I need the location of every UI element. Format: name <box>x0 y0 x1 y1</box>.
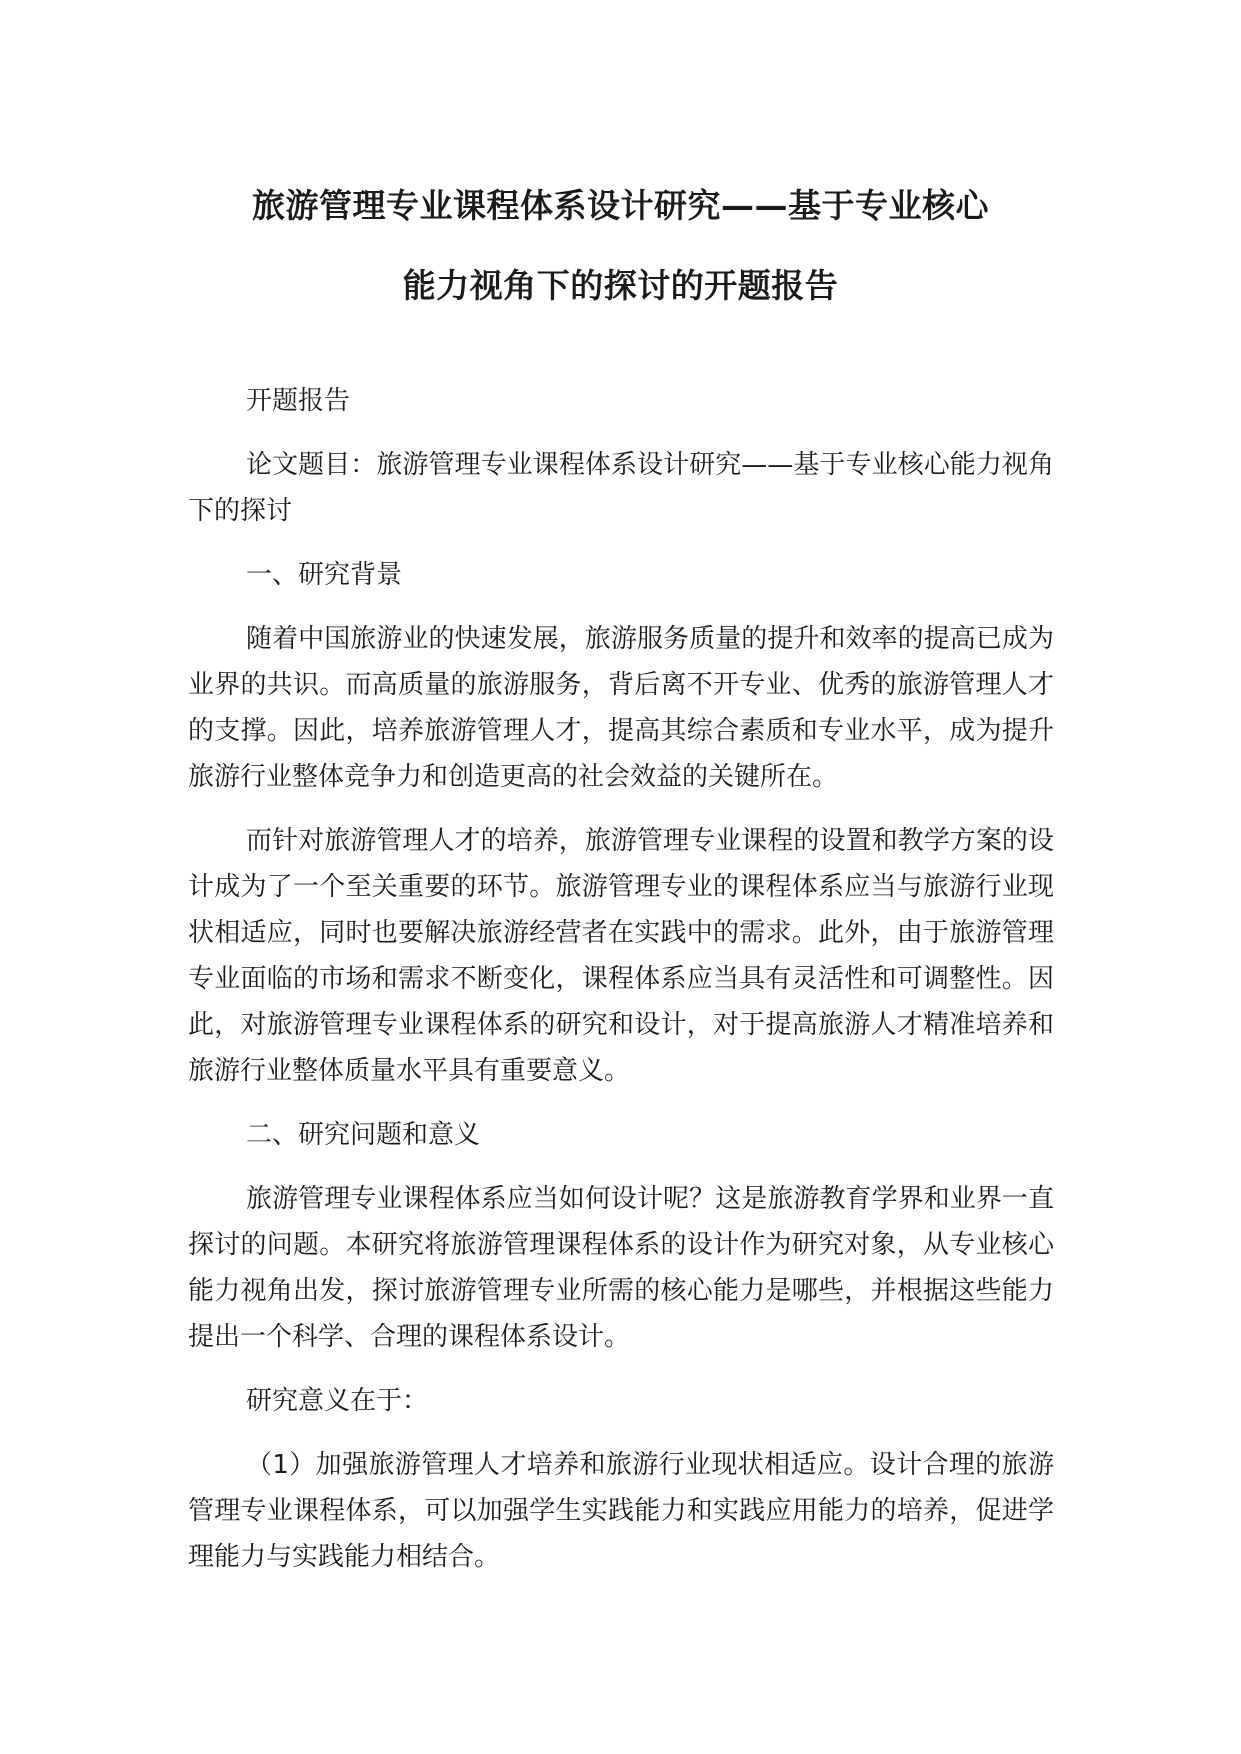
paragraph: 随着中国旅游业的快速发展，旅游服务质量的提升和效率的提高已成为业界的共识。而高质量的旅游服务，背后离不开专业、优秀的旅游管理人才的支撑。因此，培养旅游管理人才，提高其综合素质和专业水平，成为提升旅游行业整体竞争力和创造更高的社会效益的关键所在。 <box>188 624 1054 792</box>
significance-label: 研究意义在于： <box>246 1386 429 1416</box>
section-label: 开题报告 <box>246 386 351 416</box>
paragraph: 而针对旅游管理人才的培养，旅游管理专业课程的设置和教学方案的设计成为了一个至关重要的环节。旅游管理专业的课程体系应当与旅游行业现状相适应，同时也要解决旅游经营者在实践中的需求。此外，由于旅游管理专业面临的市场和需求不断变化，课程体系应当具有灵活性和可调整性。因此，对旅游管理专业课程体系的研究和设计，对于提高旅游人才精准培养和旅游行业整体质量水平具有重要意义。 <box>188 826 1054 1086</box>
section-heading-background: 一、研究背景 <box>246 560 403 590</box>
section-heading-questions: 二、研究问题和意义 <box>246 1120 481 1150</box>
paragraph: （1）加强旅游管理人才培养和旅游行业现状相适应。设计合理的旅游管理专业课程体系，可以加强学生实践能力和实践应用能力的培养，促进学理能力与实践能力相结合。 <box>188 1450 1054 1572</box>
document-title-line-1: 旅游管理专业课程体系设计研究——基于专业核心 <box>252 186 989 225</box>
paragraph: 旅游管理专业课程体系应当如何设计呢？这是旅游教育学界和业界一直探讨的问题。本研究将旅游管理课程体系的设计作为研究对象，从专业核心能力视角出发，探讨旅游管理专业所需的核心能力是哪些，并根据这些能力提出一个科学、合理的课程体系设计。 <box>188 1184 1054 1352</box>
thesis-title-paragraph: 论文题目：旅游管理专业课程体系设计研究——基于专业核心能力视角下的探讨 <box>188 450 1054 526</box>
document-body <box>188 378 1054 1598</box>
document-title-line-2: 能力视角下的探讨的开题报告 <box>402 266 839 305</box>
